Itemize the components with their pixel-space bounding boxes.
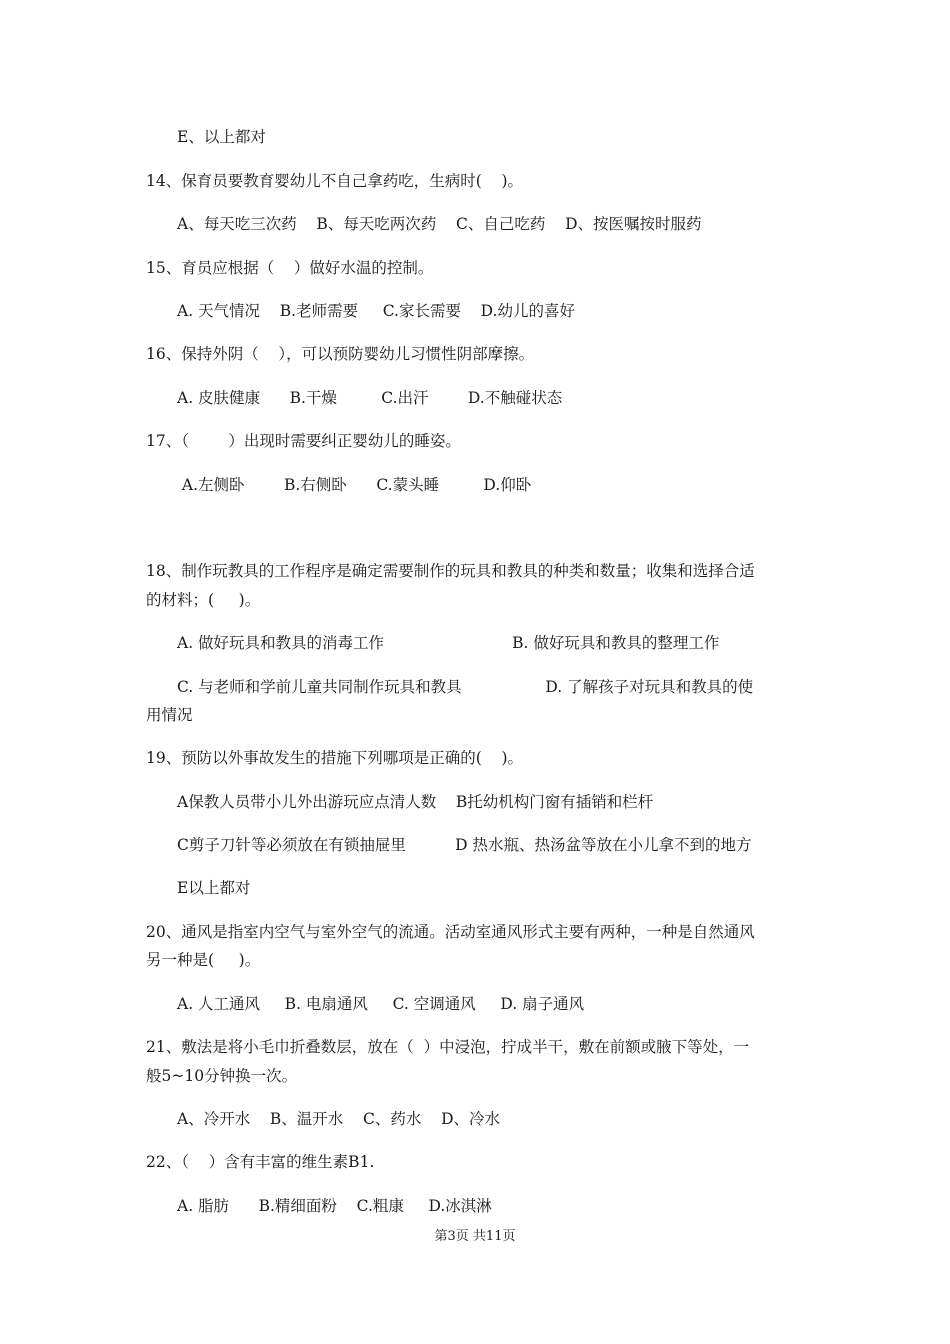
options-14: A、每天吃三次药 B、每天吃两次药 C、自己吃药 D、按医嘱按时服药 <box>177 215 702 233</box>
option-line: E、以上都对 <box>177 128 266 146</box>
page-footer: 第3页 共11页 <box>434 1229 516 1244</box>
question-22: 22、（ ）含有丰富的维生素B1. <box>146 1153 375 1171</box>
question-18-cont: 的材料；( )。 <box>146 591 261 609</box>
question-17: 17、（ ）出现时需要纠正婴幼儿的睡姿。 <box>146 432 461 450</box>
options-19-e: E以上都对 <box>177 879 251 897</box>
question-20: 20、通风是指室内空气与室外空气的流通。活动室通风形式主要有两种，一种是自然通风 <box>146 923 755 941</box>
question-20-cont: 另一种是( )。 <box>146 951 261 969</box>
options-19-ab: A保教人员带小儿外出游玩应点清人数 B托幼机构门窗有插销和栏杆 <box>177 793 654 811</box>
question-19: 19、预防以外事故发生的措施下列哪项是正确的( )。 <box>146 749 524 767</box>
question-21-cont: 般5~10分钟换一次。 <box>146 1067 298 1085</box>
options-18-cd: C. 与老师和学前儿童共同制作玩具和教具 D. 了解孩子对玩具和教具的使 <box>177 678 754 696</box>
options-21: A、冷开水 B、温开水 C、药水 D、冷水 <box>177 1110 500 1128</box>
question-18: 18、制作玩教具的工作程序是确定需要制作的玩具和教具的种类和数量；收集和选择合适 <box>146 562 755 580</box>
options-18-cont: 用情况 <box>146 706 193 724</box>
options-22: A. 脂肪 B.精细面粉 C.粗康 D.冰淇淋 <box>177 1197 492 1215</box>
options-17: A.左侧卧 B.右侧卧 C.蒙头睡 D.仰卧 <box>177 476 532 494</box>
question-15: 15、育员应根据（ ）做好水温的控制。 <box>146 259 434 277</box>
options-19-cd: C剪子刀针等必须放在有锁抽屉里 D 热水瓶、热汤盆等放在小儿拿不到的地方 <box>177 836 752 854</box>
question-21: 21、敷法是将小毛巾折叠数层，放在（ ）中浸泡，拧成半干，敷在前额或腋下等处，一 <box>146 1038 750 1056</box>
options-16: A. 皮肤健康 B.干燥 C.出汗 D.不触碰状态 <box>177 389 563 407</box>
question-14: 14、保育员要教育婴幼儿不自己拿药吃，生病时( )。 <box>146 172 524 190</box>
question-16: 16、保持外阴（ ），可以预防婴幼儿习惯性阴部摩擦。 <box>146 345 535 363</box>
options-20: A. 人工通风 B. 电扇通风 C. 空调通风 D. 扇子通风 <box>177 995 585 1013</box>
options-15: A. 天气情况 B.老师需要 C.家长需要 D.幼儿的喜好 <box>177 302 575 320</box>
options-18-ab: A. 做好玩具和教具的消毒工作 B. 做好玩具和教具的整理工作 <box>177 634 720 652</box>
